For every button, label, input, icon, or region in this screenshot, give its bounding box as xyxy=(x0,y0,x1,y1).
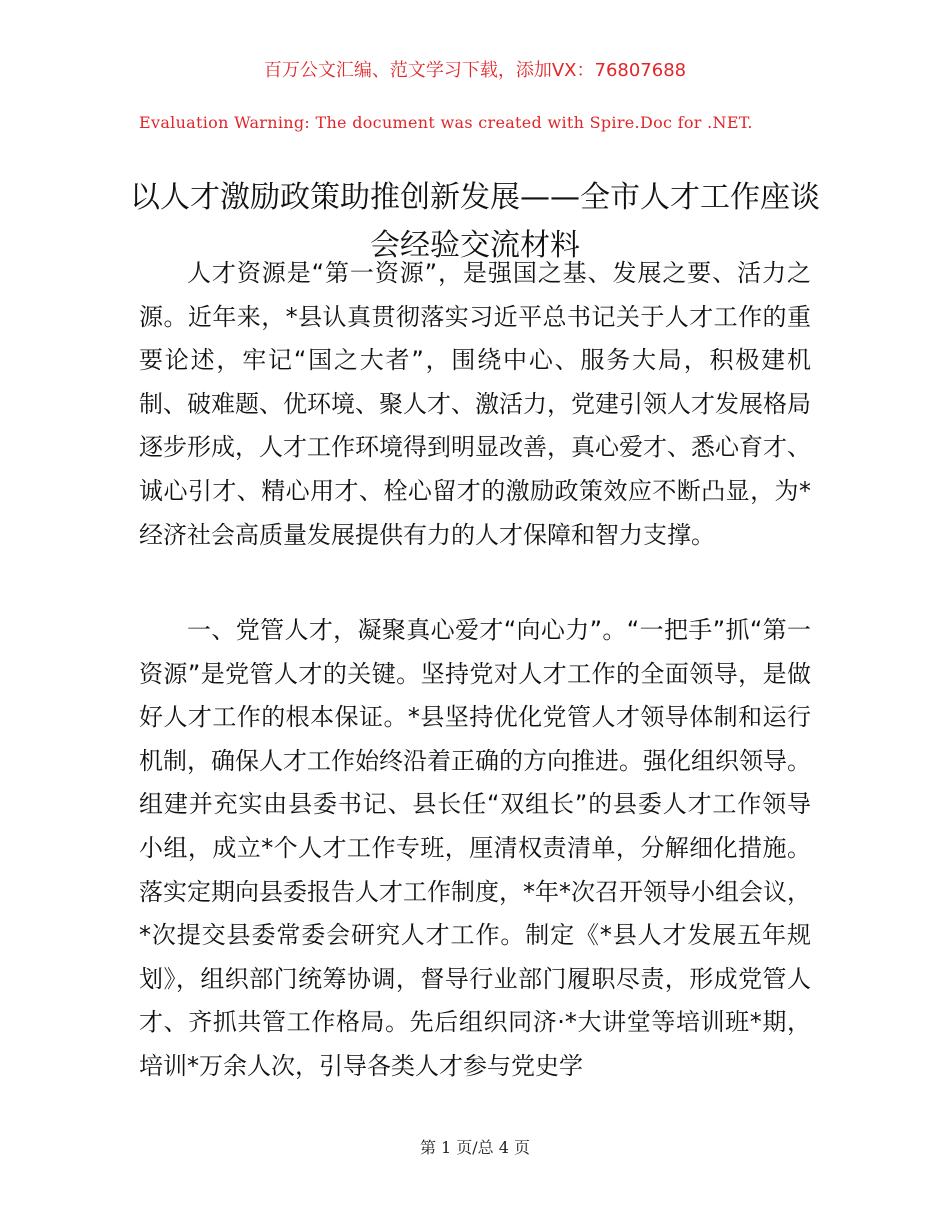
page-indicator: 第 1 页/总 4 页 xyxy=(419,1138,531,1157)
document-title: 以人才激励政策助推创新发展——全市人才工作座谈会经验交流材料 xyxy=(130,180,820,264)
paragraph-section-1: 一、党管人才，凝聚真心爱才“向心力”。“一把手”抓“第一资源”是党管人才的关键。坚持党对人才工作的全面领导，是做好人才工作的根本保证。*县坚持优化党管人才领导体制和运行机制，确保人才工作始终沿着正确的方向推进。强化组织领导。组建并充实由县委书记、县长任“双组长”的县委人才工作领导小组，成立*个人才工作专班，厘清权责清单，分解细化措施。落实定期向县委报告人才工作制度，*年*次召开领导小组会议，*次提交县委常委会研究人才工作。制定《*县人才发展五年规划》，组织部门统筹协调，督导行业部门履职尽责，形成党管人才、齐抓共管工作格局。先后组织同济·*大讲堂等培训班*期，培训*万余人次，引导各类人才参与党史学 xyxy=(139,616,811,1080)
header-banner: 百万公文汇编、范文学习下载，添加VX：76807688 xyxy=(263,60,687,81)
evaluation-warning: Evaluation Warning: The document was created with Spire.Doc for .NET. xyxy=(139,113,753,132)
paragraph-intro: 人才资源是“第一资源”，是强国之基、发展之要、活力之源。近年来，*县认真贯彻落实习近平总书记关于人才工作的重要论述，牢记“国之大者”，围绕中心、服务大局，积极建机制、破难题、优环境、聚人才、激活力，党建引领人才发展格局逐步形成，人才工作环境得到明显改善，真心爱才、悉心育才、诚心引才、精心用才、栓心留才的激励政策效应不断凸显，为*经济社会高质量发展提供有力的人才保障和智力支撑。 xyxy=(139,259,811,549)
